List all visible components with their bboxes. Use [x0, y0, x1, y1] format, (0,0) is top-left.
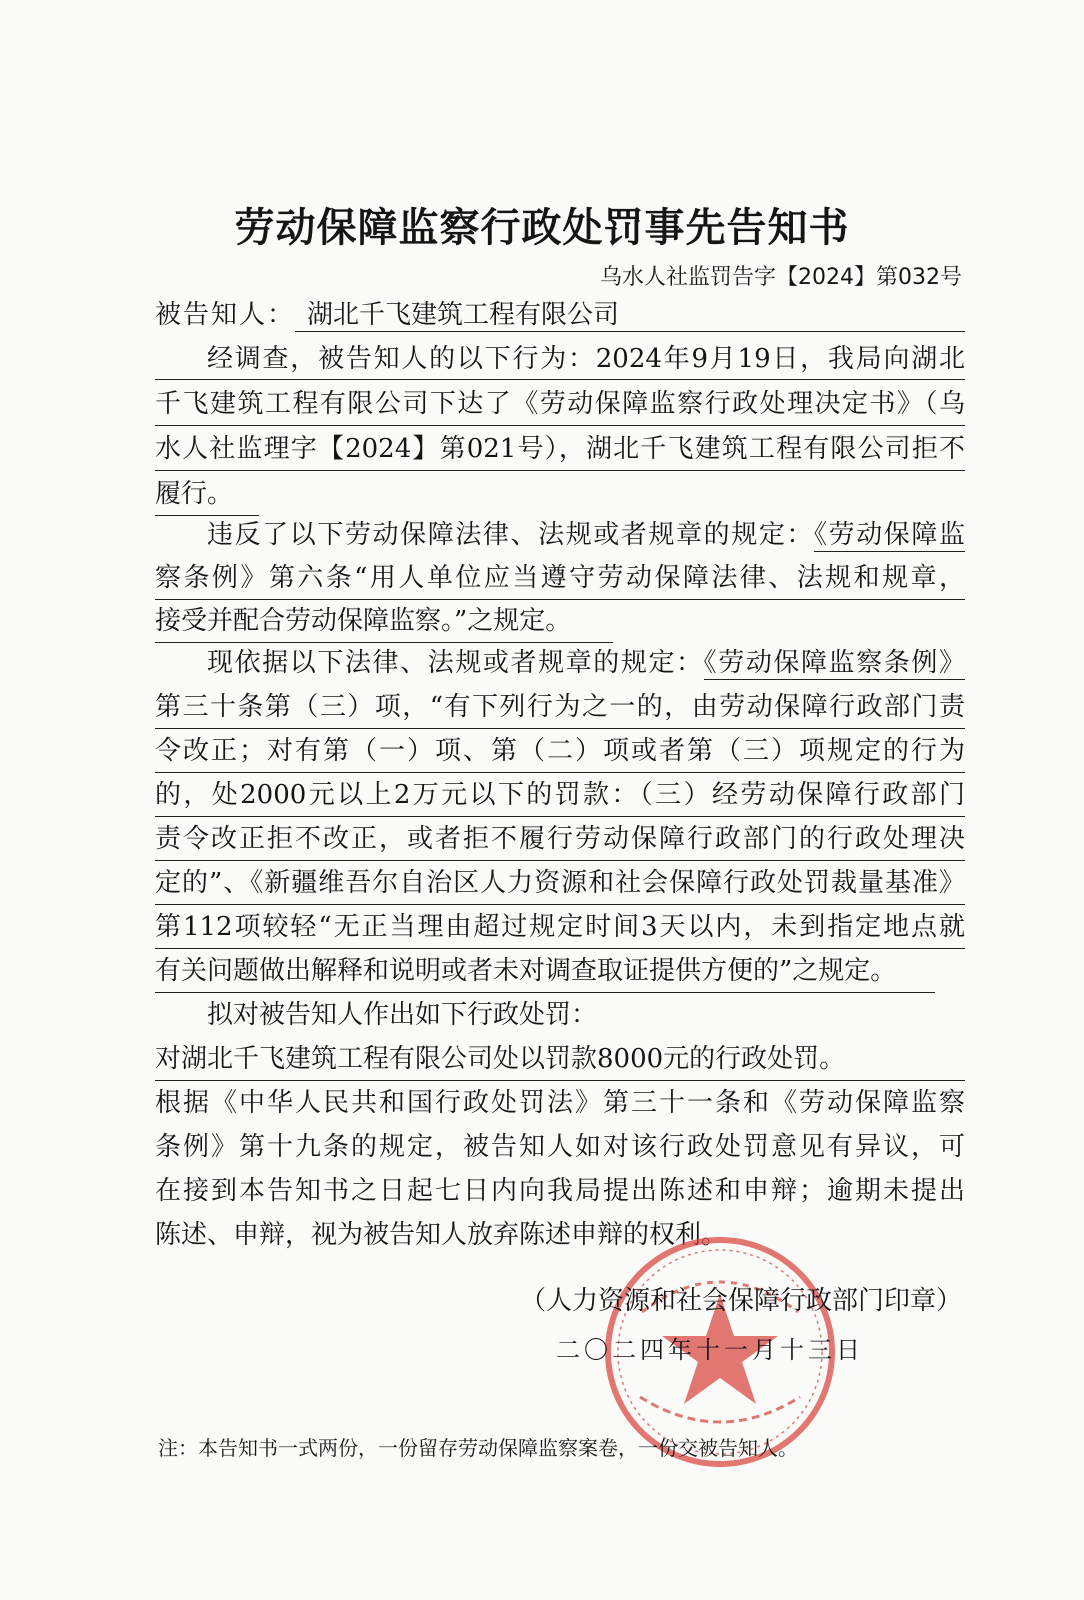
para3-line: 责令改正拒不改正，或者拒不履行劳动保障行政部门的行政处理决	[155, 818, 965, 861]
para1-line: 履行。	[155, 473, 259, 516]
para2-line	[155, 514, 965, 556]
para3-underlined: 《劳动保障监察条例》	[703, 648, 965, 678]
para5-line: 在接到本告知书之日起七日内向我局提出陈述和申辩；逾期未提出	[155, 1176, 965, 1206]
para5-line: 条例》第十九条的规定，被告知人如对该行政处罚意见有异议，可	[155, 1132, 965, 1162]
para3-plain: 现依据以下法律、法规或者规章的规定：	[207, 648, 704, 678]
seal-caption: （人力资源和社会保障行政部门印章）	[519, 1286, 962, 1316]
penalty-statement: 对湖北千飞建筑工程有限公司处以罚款8000元的行政处罚。	[155, 1038, 965, 1081]
recipient-value: 湖北千飞建筑工程有限公司	[295, 294, 965, 332]
para3-line: 令改正；对有第（一）项、第（二）项或者第（三）项规定的行为	[155, 730, 965, 773]
footnote: 注：本告知书一式两份，一份留存劳动保障监察案卷，一份交被告知人。	[158, 1436, 798, 1460]
para3-line: 第三十条第（三）项，“有下列行为之一的，由劳动保障行政部门责	[155, 686, 965, 729]
para3-line	[155, 642, 965, 684]
penalty-intro: 拟对被告知人作出如下行政处罚：	[207, 1000, 598, 1030]
recipient-label: 被告知人：	[155, 300, 293, 330]
para1-line: 千飞建筑工程有限公司下达了《劳动保障监察行政处理决定书》（乌	[155, 383, 965, 426]
issue-date: 二〇二四年十一月十三日	[556, 1336, 864, 1364]
para2-plain: 违反了以下劳动保障法律、法规或者规章的规定：	[207, 520, 815, 550]
para2-line: 察条例》第六条“用人单位应当遵守劳动保障法律、法规和规章，	[155, 557, 965, 600]
para5-line: 根据《中华人民共和国行政处罚法》第三十一条和《劳动保障监察	[155, 1088, 965, 1118]
recipient-row	[155, 294, 965, 336]
document-number: 乌水人社监罚告字【2024】第032号	[600, 265, 962, 290]
document-title: 劳动保障监察行政处罚事先告知书	[234, 205, 850, 251]
para1-line: 经调查，被告知人的以下行为：2024年9月19日，我局向湖北	[155, 338, 965, 380]
para3-line: 的，处2000元以上2万元以下的罚款：（三）经劳动保障行政部门	[155, 774, 965, 817]
para3-line: 定的”、《新疆维吾尔自治区人力资源和社会保障行政处罚裁量基准》	[155, 862, 965, 905]
para1-line: 水人社监理字【2024】第021号），湖北千飞建筑工程有限公司拒不	[155, 428, 965, 471]
para2-underlined: 《劳动保障监	[814, 520, 965, 550]
para3-line: 第112项较轻“无正当理由超过规定时间3天以内，未到指定地点就	[155, 906, 965, 949]
para2-line: 接受并配合劳动保障监察。”之规定。	[155, 600, 613, 643]
para3-line: 有关问题做出解释和说明或者未对调查取证提供方便的”之规定。	[155, 950, 935, 993]
para5-line: 陈述、申辩，视为被告知人放弃陈述申辩的权利。	[155, 1220, 728, 1250]
